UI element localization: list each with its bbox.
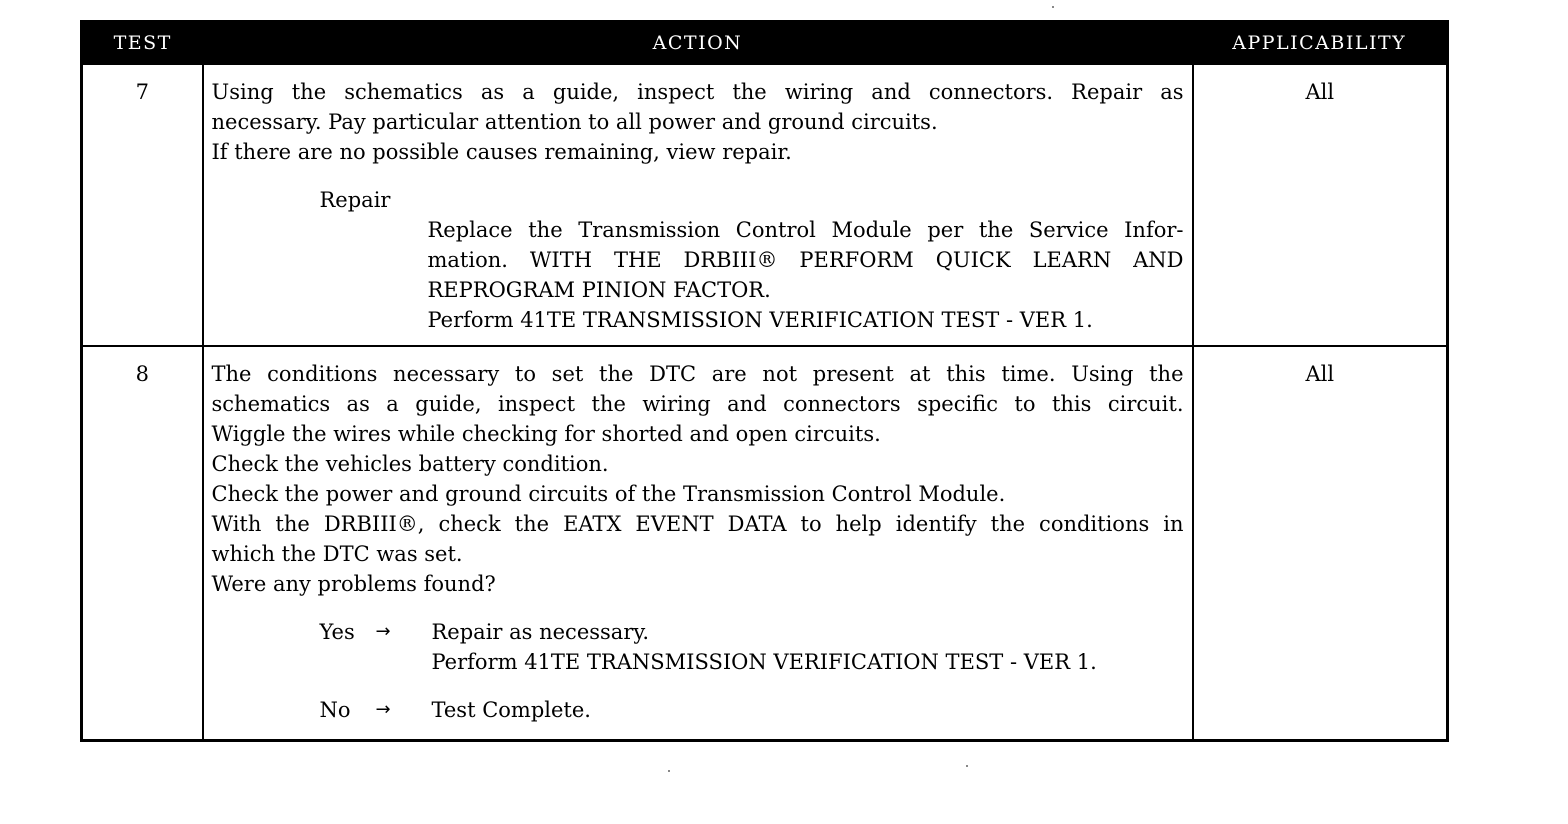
action-line: Check the power and ground circuits of the Transmission Control Module.	[211, 482, 1006, 506]
header-action: ACTION	[203, 22, 1193, 65]
scan-speck	[668, 770, 670, 772]
action-line: Check the vehicles battery condition.	[211, 452, 609, 476]
test-number: 8	[82, 346, 203, 740]
diagnostic-test-table	[80, 20, 1449, 742]
action-paragraph	[212, 77, 1184, 167]
outcome-text	[432, 617, 1184, 677]
action-line: If there are no possible causes remaining, view repair.	[211, 140, 792, 164]
applicability-value: All	[1193, 64, 1448, 346]
outcome-label: Yes	[319, 620, 355, 644]
repair-line: REPROGRAM PINION FACTOR.	[427, 278, 771, 302]
scan-speck	[966, 765, 968, 767]
repair-line: Perform 41TE TRANSMISSION VERIFICATION TEST - VER 1.	[427, 308, 1093, 332]
repair-line: mation. WITH THE DRBIII® PERFORM QUICK LEARN AND	[427, 248, 1184, 272]
action-line: necessary. Pay particular attention to all power and ground circuits.	[211, 110, 938, 134]
applicability-value: All	[1193, 346, 1448, 740]
action-line: Wiggle the wires while checking for shorted and open circuits.	[211, 422, 881, 446]
outcome-no	[320, 695, 1184, 725]
arrow-right-icon: →	[375, 699, 391, 720]
action-line: schematics as a guide, inspect the wiring and connectors specific to this circuit.	[211, 392, 1184, 416]
repair-line: Replace the Transmission Control Module per the Service Infor-	[427, 218, 1184, 242]
action-line: The conditions necessary to set the DTC are not present at this time. Using the	[211, 362, 1184, 386]
header-applicability: APPLICABILITY	[1193, 22, 1448, 65]
test-number: 7	[82, 64, 203, 346]
action-cell	[203, 64, 1193, 346]
header-test: TEST	[82, 22, 203, 65]
outcome-label: No	[319, 698, 351, 722]
repair-label: Repair	[319, 188, 391, 212]
action-paragraph	[212, 359, 1184, 599]
outcome-line: Test Complete.	[431, 698, 591, 722]
action-line: Using the schematics as a guide, inspect the wiring and connectors. Repair as	[211, 80, 1184, 104]
scan-speck	[1052, 6, 1054, 8]
table-row	[82, 64, 1448, 346]
action-line: which the DTC was set.	[211, 542, 463, 566]
arrow-right-icon: →	[375, 621, 391, 642]
outcome-yes	[320, 617, 1184, 677]
outcome-line: Perform 41TE TRANSMISSION VERIFICATION TEST - VER 1.	[431, 650, 1097, 674]
action-cell	[203, 346, 1193, 740]
table-header-row	[82, 22, 1448, 65]
action-line: Were any problems found?	[211, 572, 496, 596]
action-line: With the DRBIII®, check the EATX EVENT DATA to help identify the conditions in	[211, 512, 1184, 536]
repair-instructions	[428, 215, 1184, 335]
outcome-line: Repair as necessary.	[431, 620, 650, 644]
table-row	[82, 346, 1448, 740]
outcome-text	[432, 695, 1184, 725]
